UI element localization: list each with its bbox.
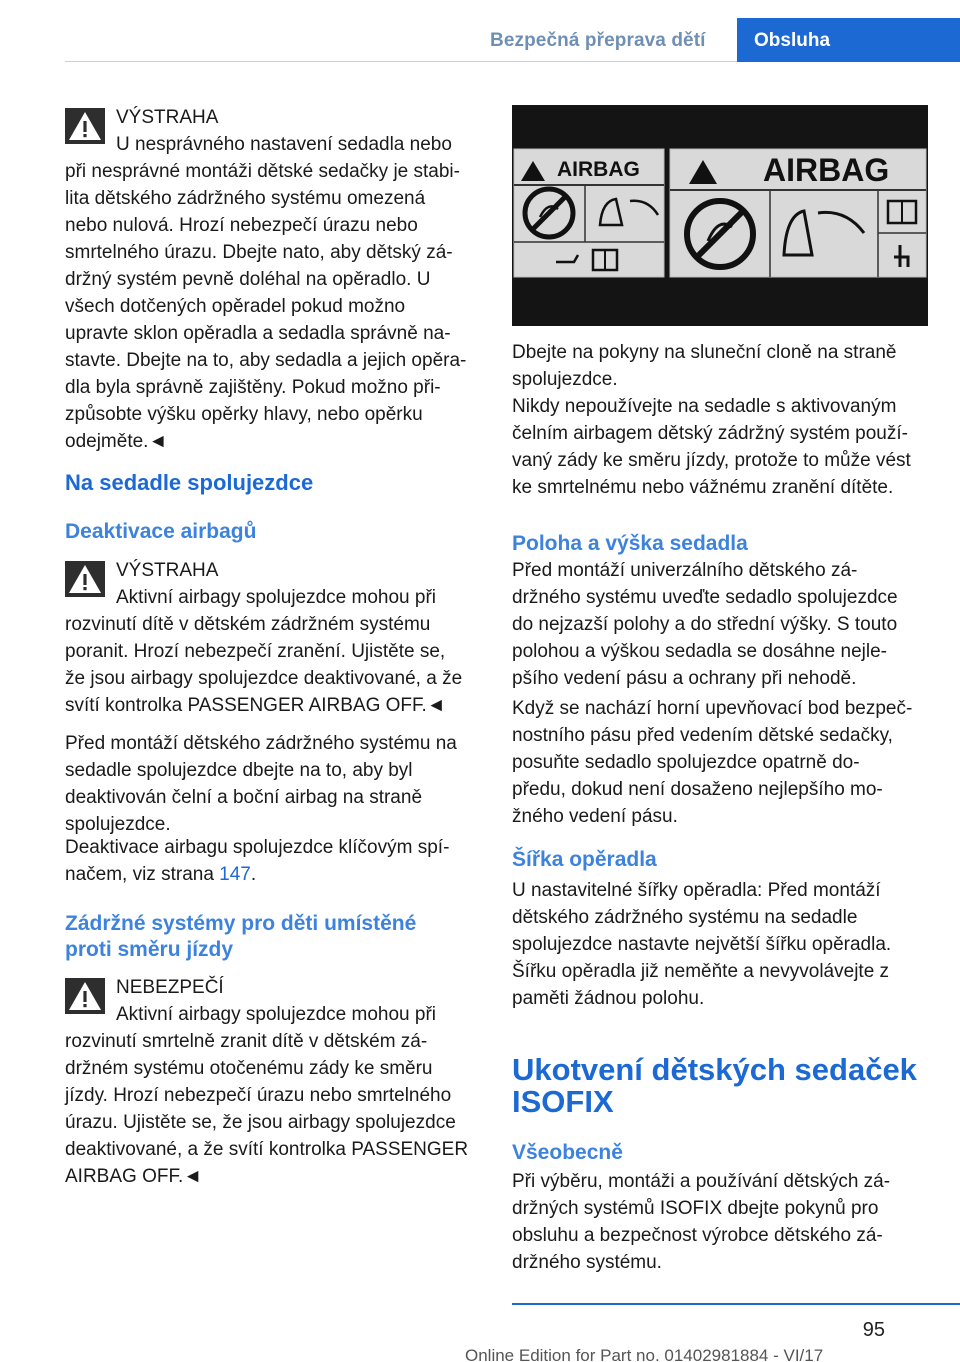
warning-text-line: úrazu. Ujistěte se, že jsou airbagy spolujezdce <box>65 1112 456 1133</box>
warning-text-line: nebo nulová. Hrozí nebezpečí úrazu nebo <box>65 215 418 236</box>
text-line: žného vedení pásu. <box>512 806 678 827</box>
airbag-label-large-text: AIRBAG <box>763 152 890 188</box>
paragraph-backrest-width <box>512 877 930 1012</box>
text-line: U nastavitelné šířky opěradla: Před montáží <box>512 880 881 901</box>
text-line: obsluhu a bezpečnost výrobce dětského zá- <box>512 1225 883 1246</box>
heading-backrest-width: Šířka opěradla <box>512 848 657 871</box>
text-line: paměti žádnou polohu. <box>512 988 705 1009</box>
text-line: spolujezdce. <box>65 814 171 835</box>
heading-general: Všeobecně <box>512 1141 623 1164</box>
warning-text-line: odejměte.◄ <box>65 431 168 452</box>
warning-text-line: U nesprávného nastavení sedadla nebo <box>116 134 452 155</box>
heading-passenger-seat: Na sedadle spolujezdce <box>65 470 314 495</box>
text-line: nostního pásu před vedením dětské sedačky, <box>512 725 893 746</box>
heading-airbag-deactivation: Deaktivace airbagů <box>65 520 257 543</box>
page-reference-link[interactable]: 147 <box>219 864 251 885</box>
airbag-warning-label-photo <box>512 105 928 326</box>
warning-text-line: držný systém pevně doléhal na opěradlo. U <box>65 269 431 290</box>
text-line: ke smrtelnému nebo vážnému zranění dítěte. <box>512 477 894 498</box>
heading-rear-facing: Zádržné systémy pro děti umístěné proti směru jízdy <box>65 912 417 961</box>
text-line: držného systému. <box>512 1252 662 1273</box>
text-line: Dbejte na pokyny na sluneční cloně na straně <box>512 342 897 363</box>
warning-label: VÝSTRAHA <box>116 560 219 581</box>
text-line: do nejzazší polohy a do střední výšky. S touto <box>512 614 898 635</box>
text-line: spolujezdce. <box>512 369 618 390</box>
text-line: Při výběru, montáži a používání dětských zá- <box>512 1171 891 1192</box>
warning-text-line: způsobte výšku opěrky hlavy, nebo opěrku <box>65 404 423 425</box>
text-line: pšího vedení pásu a ochrany při nehodě. <box>512 668 857 689</box>
edition-note: Online Edition for Part no. 01402981884 - VI/17 <box>465 1346 824 1362</box>
page-number: 95 <box>862 1319 885 1341</box>
text-line: čelním airbagem dětský zádržný systém použí- <box>512 423 908 444</box>
warning-text-line: Aktivní airbagy spolujezdce mohou při <box>116 1004 437 1025</box>
text-line: posuňte sedadlo spolujezdce opatrně do- <box>512 752 860 773</box>
danger-label: NEBEZPEČÍ <box>116 977 224 998</box>
text-line: polohou a výškou sedadla se dosáhne nejle- <box>512 641 887 662</box>
warning-text-line: dla byla správně zajištěny. Pokud možno při- <box>65 377 441 398</box>
warning-text-line: stavte. Dbejte na to, aby sedadla a jejich opěra- <box>65 350 467 371</box>
text-line: Před montáží univerzálního dětského zá- <box>512 560 858 581</box>
text-line: držných systémů ISOFIX dbejte pokynů pro <box>512 1198 879 1219</box>
warning-text-line: jízdy. Hrozí nebezpečí úrazu nebo smrtelného <box>65 1085 452 1106</box>
warning-text-line: že jsou airbagy spolujezdce deaktivované, a že <box>65 668 463 689</box>
header-divider <box>65 61 737 62</box>
text-line: deaktivován čelní a boční airbag na straně <box>65 787 423 808</box>
text-line: sedadle spolujezdce dbejte na to, aby byl <box>65 760 413 781</box>
warning-text-line: deaktivované, a že svítí kontrolka PASSENGER <box>65 1139 469 1160</box>
page-header <box>0 0 960 62</box>
paragraph-never-use <box>512 393 930 501</box>
section-title: Bezpečná přeprava dětí <box>490 30 706 51</box>
text-line: Před montáží dětského zádržného systému na <box>65 733 457 754</box>
warning-text-line: poranit. Hrozí nebezpečí zranění. Ujistěte se, <box>65 641 446 662</box>
chapter-tab: Obsluha <box>737 18 960 62</box>
paragraph-general <box>512 1168 930 1276</box>
warning-text-line: rozvinutí dítě v dětském zádržném systému <box>65 614 431 635</box>
airbag-label-small-text: AIRBAG <box>557 158 640 181</box>
warning-text-line: upravte sklon opěradla a sedadla správně na- <box>65 323 451 344</box>
warning-text-line: svítí kontrolka PASSENGER AIRBAG OFF.◄ <box>65 695 446 716</box>
warning-text-line: Aktivní airbagy spolujezdce mohou při <box>116 587 437 608</box>
text-line: vaný zády ke směru jízdy, protože to může vést <box>512 450 911 471</box>
text-line: Když se nachází horní upevňovací bod bezpeč- <box>512 698 913 719</box>
text-line: spolujezdce nastavte největší šířku opěradla. <box>512 934 892 955</box>
text-line: držného systému uveďte sedadlo spolujezdce <box>512 587 898 608</box>
paragraph-key-switch <box>65 834 485 888</box>
warning-text-line: smrtelného úrazu. Dbejte nato, aby dětský zá- <box>65 242 453 263</box>
warning-text-line: při nesprávné montáži dětské sedačky je stabi- <box>65 161 460 182</box>
text-line: načem, viz strana 147. <box>65 864 257 885</box>
warning-text-line: držném systému otočenému zády ke směru <box>65 1058 433 1079</box>
text-line: předu, dokud není dosaženo nejlepšího mo- <box>512 779 883 800</box>
warning-text-line: rozvinutí smrtelně zranit dítě v dětském zá- <box>65 1031 428 1052</box>
paragraph-sun-visor <box>512 339 930 393</box>
warning-text-line: všech dotčených opěradel pokud možno <box>65 296 406 317</box>
heading-seat-position: Poloha a výška sedadla <box>512 532 748 555</box>
text-line: Nikdy nepoužívejte na sedadle s aktivovaným <box>512 396 897 417</box>
paragraph-upper-anchor <box>512 695 930 830</box>
warning-label: VÝSTRAHA <box>116 107 219 128</box>
paragraph-before-install <box>65 730 485 838</box>
footer-divider <box>512 1303 960 1305</box>
text-line: Šířku opěradla již neměňte a nevyvolávejte z <box>512 961 890 982</box>
text-line: dětského zádržného systému na sedadle <box>512 907 858 928</box>
text-line: Deaktivace airbagu spolujezdce klíčovým spí- <box>65 837 450 858</box>
heading-isofix: Ukotvení dětských sedaček ISOFIX <box>512 1052 917 1119</box>
paragraph-seat-position <box>512 557 930 692</box>
warning-text-line: AIRBAG OFF.◄ <box>65 1166 203 1187</box>
warning-text-line: lita dětského zádržného systému omezená <box>65 188 426 209</box>
